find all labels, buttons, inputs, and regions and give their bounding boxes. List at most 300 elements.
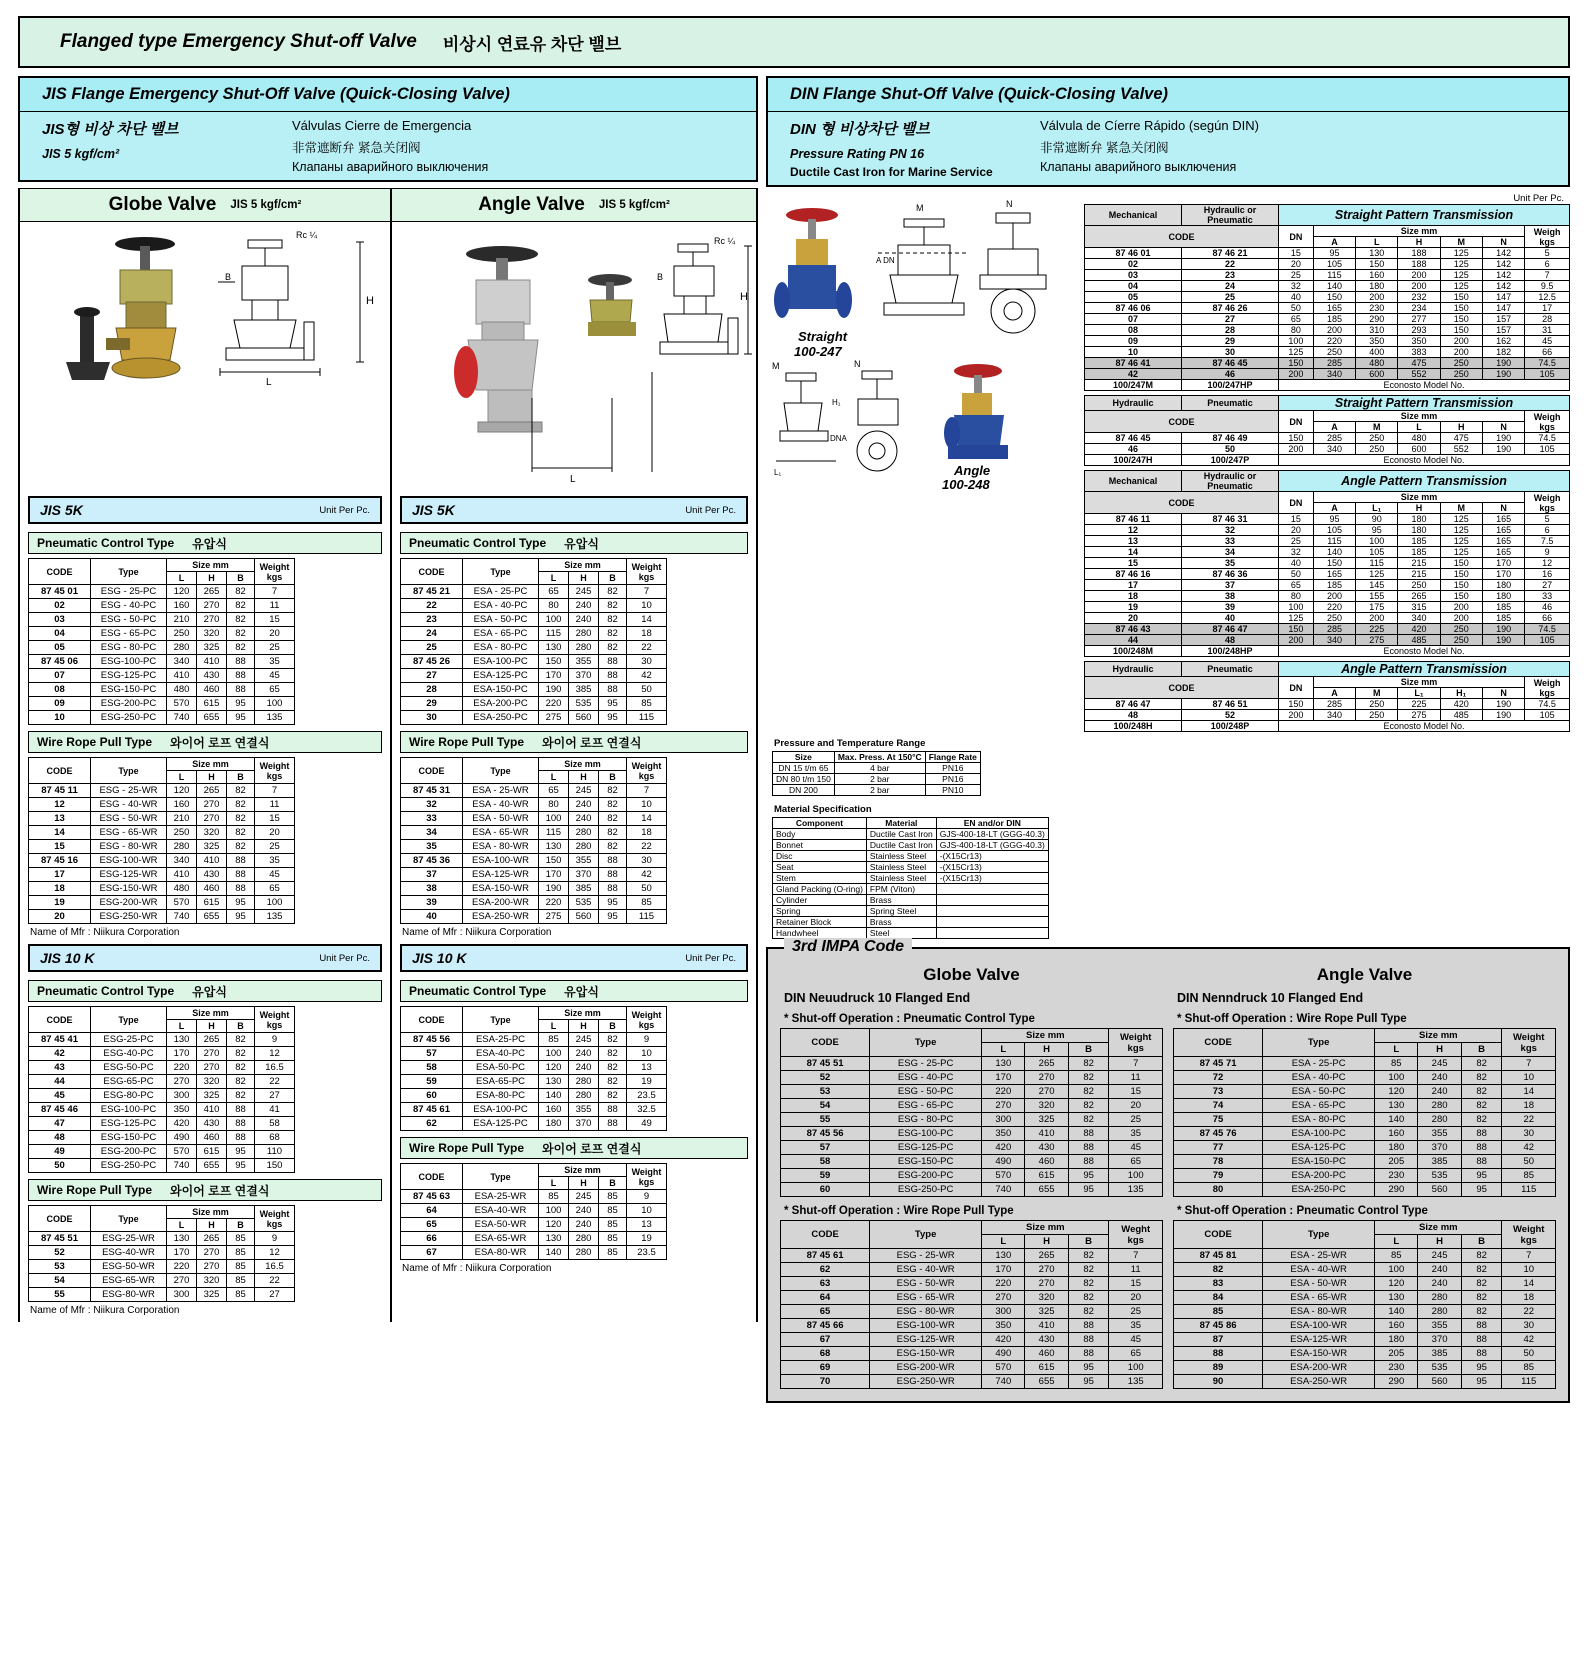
table-row: 02 22 20 105 150 188 125 142 6 bbox=[1085, 259, 1570, 270]
table-row: 24 ESA - 65-PC 115 280 82 18 bbox=[401, 627, 667, 641]
label-wirerope-2: Wire Rope Pull Type bbox=[37, 1183, 153, 1197]
table-row: 17 37 65 185 145 250 150 180 27 bbox=[1085, 580, 1570, 591]
din-header-material: Ductile Cast Iron for Marine Service bbox=[790, 165, 993, 179]
table-row: Spring Spring Steel bbox=[773, 906, 1049, 917]
table-row: 55 ESG - 80-PC 300 325 82 25 bbox=[781, 1113, 1163, 1127]
angle-illustration bbox=[392, 222, 756, 492]
table-row: 53 ESG - 50-PC 220 270 82 15 bbox=[781, 1085, 1163, 1099]
table-row: 75 ESA - 80-PC 140 280 82 22 bbox=[1174, 1113, 1556, 1127]
table-row: 09 ESG-200-PC 570 615 95 100 bbox=[29, 697, 295, 711]
label-pneumatic-4: Pneumatic Control Type bbox=[409, 984, 547, 998]
svg-text:Rc ¼: Rc ¼ bbox=[714, 236, 736, 246]
angle-10k-mfr: Name of Mfr : Niikura Corporation bbox=[402, 1263, 552, 1274]
th-weight: Weight kgs bbox=[627, 758, 667, 784]
table-row: 60 ESG-250-PC 740 655 95 135 bbox=[781, 1183, 1163, 1197]
table-row: 20 40 125 250 200 340 200 185 66 bbox=[1085, 613, 1570, 624]
angle-jis5k-label bbox=[400, 496, 748, 524]
table-row: 87 46 01 87 46 21 15 95 130 188 125 142 5 bbox=[1085, 248, 1570, 259]
th-H: H bbox=[569, 771, 599, 784]
jis-section bbox=[18, 76, 758, 1403]
th-code: CODE bbox=[29, 758, 91, 784]
th-H: H bbox=[569, 1020, 599, 1033]
table-row: 58 ESG-150-PC 490 460 88 65 bbox=[781, 1155, 1163, 1169]
table-row: 87 ESA-125-WR 180 370 88 42 bbox=[1174, 1333, 1556, 1347]
label-pneumatic: Pneumatic Control Type bbox=[37, 536, 175, 550]
svg-text:DNA: DNA bbox=[830, 434, 847, 443]
table-row: 87 45 76 ESA-100-PC 160 355 88 30 bbox=[1174, 1127, 1556, 1141]
din-header-title: DIN Flange Shut-Off Valve (Quick-Closing Valve) bbox=[768, 78, 1568, 112]
svg-text:H₁: H₁ bbox=[832, 398, 841, 407]
svg-text:Rc ¼: Rc ¼ bbox=[296, 230, 318, 240]
table-row: 07 27 65 185 290 277 150 157 28 bbox=[1085, 314, 1570, 325]
globe-jis10k-unit: Unit Per Pc. bbox=[319, 952, 370, 964]
table-row: 77 ESA-125-PC 180 370 88 42 bbox=[1174, 1141, 1556, 1155]
impa-angle-title: Angle Valve bbox=[1316, 965, 1413, 984]
table-row: 88 ESA-150-WR 205 385 88 50 bbox=[1174, 1347, 1556, 1361]
th-weight: Weight kgs bbox=[627, 1007, 667, 1033]
th-L: L bbox=[167, 771, 197, 784]
table-row: 12 ESG - 40-WR 160 270 82 11 bbox=[29, 798, 295, 812]
din-header-kr: DIN 형 비상차단 밸브 bbox=[790, 121, 930, 138]
th-H: H bbox=[197, 771, 227, 784]
th-H: H bbox=[569, 1177, 599, 1190]
table-row: 64 ESG - 65-WR 270 320 82 20 bbox=[781, 1291, 1163, 1305]
din-header-pressure: Pressure Rating PN 16 bbox=[790, 147, 925, 161]
table-row: 47 ESG-125-PC 420 430 88 58 bbox=[29, 1117, 295, 1131]
table-row: 87 45 51 ESG - 25-PC 130 265 82 7 bbox=[781, 1057, 1163, 1071]
table-row: 87 45 46 ESG-100-PC 350 410 88 41 bbox=[29, 1103, 295, 1117]
th-code: CODE bbox=[29, 559, 91, 585]
din-valve-drawings bbox=[766, 193, 1084, 493]
table-row: 09 29 100 220 350 350 200 162 45 bbox=[1085, 336, 1570, 347]
table-row: 25 ESA - 80-PC 130 280 82 22 bbox=[401, 641, 667, 655]
table-row: 03 ESG - 50-PC 210 270 82 15 bbox=[29, 613, 295, 627]
table-row: 08 28 80 200 310 293 150 157 31 bbox=[1085, 325, 1570, 336]
table-row: 48 52 200 340 250 275 485 190 105 bbox=[1085, 710, 1570, 721]
th-L: L bbox=[167, 572, 197, 585]
th-B: B bbox=[599, 1177, 627, 1190]
table-row: 20 ESG-250-WR 740 655 95 135 bbox=[29, 910, 295, 924]
table-row: DN 200 2 bar PN10 bbox=[773, 785, 981, 796]
table-row: Stem Stainless Steel -(X15Cr13) bbox=[773, 873, 1049, 884]
th-B: B bbox=[227, 1219, 255, 1232]
table-row: 19 ESG-200-WR 570 615 95 100 bbox=[29, 896, 295, 910]
table-row: 17 ESG-125-WR 410 430 88 45 bbox=[29, 868, 295, 882]
material-table: Component Material EN and/or DIN Body Ductile Cast Iron GJS-400-18-LT (GGG-40.3) Bonnet Ductile Cast Iron GJS-400-18-LT (GGG-40.3) Disc Stainless Steel -(X15Cr13) Seat Stainless Steel -(X15Cr13) Stem Stainless Steel -(X15Cr13) Gland Packing (O-ring) FPM (Viton) Cylinder Brass Spring Spring Steel Retainer Block Brass Handwheel Steel bbox=[772, 817, 1049, 939]
th-size: Size mm bbox=[167, 758, 255, 771]
table-row: 65 ESG - 80-WR 300 325 82 25 bbox=[781, 1305, 1163, 1319]
globe-5k-mfr: Name of Mfr : Niikura Corporation bbox=[30, 927, 180, 938]
label-wirerope-4: Wire Rope Pull Type bbox=[409, 1141, 525, 1155]
globe-jis5k-pneumatic-table bbox=[28, 558, 295, 725]
angle-jis10k-unit: Unit Per Pc. bbox=[685, 952, 736, 964]
table-row: 18 38 80 200 155 265 150 180 33 bbox=[1085, 591, 1570, 602]
jis-header-box bbox=[18, 76, 758, 182]
table-row: 05 ESG - 80-PC 280 325 82 25 bbox=[29, 641, 295, 655]
table-row: 87 46 43 87 46 47 150 285 225 420 250 190 74.5 bbox=[1085, 624, 1570, 635]
th-H: H bbox=[197, 1020, 227, 1033]
table-row: 78 ESA-150-PC 205 385 88 50 bbox=[1174, 1155, 1556, 1169]
th-size: Size mm bbox=[539, 1007, 627, 1020]
th-type: Type bbox=[91, 1007, 167, 1033]
impa-globe-op1: * Shut-off Operation : Pneumatic Control Type bbox=[784, 1013, 1035, 1025]
globe-10k-wirerope-bar bbox=[28, 1179, 382, 1201]
table-row: 87 45 86 ESA-100-WR 160 355 88 30 bbox=[1174, 1319, 1556, 1333]
table-row: 87 45 41 ESG-25-PC 130 265 82 9 bbox=[29, 1033, 295, 1047]
impa-globe-sub: DIN Neuudruck 10 Flanged End bbox=[784, 991, 971, 1005]
table-row: 62 ESA-125-PC 180 370 88 49 bbox=[401, 1117, 667, 1131]
table-row: DN 15 t/m 65 4 bar PN16 bbox=[773, 763, 981, 774]
table-row: 23 ESA - 50-PC 100 240 82 14 bbox=[401, 613, 667, 627]
th-size: Size mm bbox=[539, 758, 627, 771]
table-row: 87 45 71 ESA - 25-PC 85 245 82 7 bbox=[1174, 1057, 1556, 1071]
table-row: 44 48 200 340 275 485 250 190 105 bbox=[1085, 635, 1570, 646]
impa-globe-table-1: CODE Type Size mm Weight kgs L H B 87 45 51 ESG - 25-PC 130 265 82 7 52 ESG - 40-PC 170 270 82 11 53 ESG - 50-PC 220 270 82 15 54 ESG - 65-PC 270 320 82 20 55 ESG - 80-PC 300 325 82 25 87 45 56 ESG-100-PC 350 410 88 35 57 ESG-125-PC 420 430 88 45 58 ESG-150-PC 490 460 88 65 59 ESG-200-PC 570 615 95 100 60 ESG-250-PC 740 655 95 135 bbox=[780, 1028, 1163, 1197]
globe-10k-pneumatic-bar bbox=[28, 980, 382, 1002]
table-row: 29 ESA-200-PC 220 535 95 85 bbox=[401, 697, 667, 711]
th-L: L bbox=[539, 771, 569, 784]
table-row: 100/247H 100/247P Econosto Model No. bbox=[1085, 455, 1570, 466]
jis-header-title: JIS Flange Emergency Shut-Off Valve (Quick-Closing Valve) bbox=[20, 78, 756, 112]
table-row: 37 ESA-125-WR 170 370 88 42 bbox=[401, 868, 667, 882]
table-row: 02 ESG - 40-PC 160 270 82 11 bbox=[29, 599, 295, 613]
table-row: 87 45 11 ESG - 25-WR 120 265 82 7 bbox=[29, 784, 295, 798]
din-spec-row bbox=[766, 734, 1570, 939]
table-row: 55 ESG-80-WR 300 325 85 27 bbox=[29, 1288, 295, 1302]
angle-jis10k-text: JIS 10 K bbox=[412, 950, 467, 966]
table-row: 19 39 100 220 175 315 200 185 46 bbox=[1085, 602, 1570, 613]
impa-globe-table-2: CODE Type Size mm Weght kgs L H B 87 45 61 ESG - 25-WR 130 265 82 7 62 ESG - 40-WR 170 270 82 11 63 ESG - 50-WR 220 270 82 15 64 ESG - 65-WR 270 320 82 20 65 ESG - 80-WR 300 325 82 25 87 45 66 ESG-100-WR 350 410 88 35 67 ESG-125-WR 420 430 88 45 68 ESG-150-WR 490 460 88 65 69 ESG-200-WR 570 615 95 100 70 ESG-250-WR 740 655 95 135 bbox=[780, 1220, 1163, 1389]
svg-text:Straight: Straight bbox=[798, 329, 848, 344]
impa-legend: 3rd IMPA Code bbox=[784, 938, 912, 956]
pressure-title: Pressure and Temperature Range bbox=[774, 738, 926, 749]
globe-valve-block bbox=[20, 188, 392, 1322]
angle-5k-wirerope-bar bbox=[400, 731, 748, 753]
th-weight: Weight kgs bbox=[627, 559, 667, 585]
table-row: Seat Stainless Steel -(X15Cr13) bbox=[773, 862, 1049, 873]
table-row: 87 45 56 ESG-100-PC 350 410 88 35 bbox=[781, 1127, 1163, 1141]
table-row: Bonnet Ductile Cast Iron GJS-400-18-LT (GGG-40.3) bbox=[773, 840, 1049, 851]
th-type: Type bbox=[91, 758, 167, 784]
table-row: 08 ESG-150-PC 480 460 88 65 bbox=[29, 683, 295, 697]
table-row: 72 ESA - 40-PC 100 240 82 10 bbox=[1174, 1071, 1556, 1085]
table-row: 87 45 16 ESG-100-WR 340 410 88 35 bbox=[29, 854, 295, 868]
th-B: B bbox=[599, 1020, 627, 1033]
din-table: Mechanical Hydraulic or Pneumatic Straight Pattern Transmission CODE DN Size mm Weigh kgs A L H M N 87 46 01 87 46 21 15 95 130 188 125 142 5 02 22 20 105 150 188 125 142 6 03 23 25 115 160 200 125 142 7 04 24 32 140 180 200 125 142 9.5 05 25 40 150 200 232 150 147 12.5 87 46 06 87 46 26 50 165 230 234 150 147 17 07 27 65 185 290 277 150 157 28 08 28 80 200 310 293 150 157 31 09 29 100 220 350 350 200 162 45 10 30 125 250 400 383 200 182 66 87 46 41 87 46 45 150 285 480 475 250 190 74.5 42 46 200 340 600 552 250 190 105 100/247M 100/247HP Econosto Model No. bbox=[1084, 204, 1570, 391]
table-row: 87 45 06 ESG-100-PC 340 410 88 35 bbox=[29, 655, 295, 669]
din-illustrations bbox=[766, 193, 1084, 732]
table-row: 14 ESG - 65-WR 250 320 82 20 bbox=[29, 826, 295, 840]
th-code: CODE bbox=[401, 758, 463, 784]
banner-title-kr: 비상시 연료유 차단 밸브 bbox=[442, 34, 622, 54]
table-row: 13 33 25 115 100 185 125 165 7.5 bbox=[1085, 536, 1570, 547]
globe-jis5k-wirerope-table bbox=[28, 757, 295, 924]
globe-jis10k-label bbox=[28, 944, 382, 972]
table-row: 87 46 41 87 46 45 150 285 480 475 250 190 74.5 bbox=[1085, 358, 1570, 369]
globe-10k-mfr: Name of Mfr : Niikura Corporation bbox=[30, 1305, 180, 1316]
th-B: B bbox=[599, 771, 627, 784]
table-row: 33 ESA - 50-WR 100 240 82 14 bbox=[401, 812, 667, 826]
table-row: 87 46 11 87 46 31 15 95 90 180 125 165 5 bbox=[1085, 514, 1570, 525]
table-row: 28 ESA-150-PC 190 385 88 50 bbox=[401, 683, 667, 697]
angle-jis10k-pneumatic-table bbox=[400, 1006, 667, 1131]
impa-globe-op2: * Shut-off Operation : Wire Rope Pull Type bbox=[784, 1205, 1014, 1217]
angle-jis5k-pneumatic-table bbox=[400, 558, 667, 725]
th-type: Type bbox=[463, 758, 539, 784]
globe-rating: JIS 5 kgf/cm² bbox=[230, 199, 302, 211]
label-wirerope-kr-3: 와이어 로프 연결식 bbox=[542, 735, 642, 750]
table-row: 65 ESA-50-WR 120 240 85 13 bbox=[401, 1218, 667, 1232]
table-row: 53 ESG-50-WR 220 270 85 16.5 bbox=[29, 1260, 295, 1274]
din-angle-hyd-table-wrap bbox=[1084, 661, 1570, 732]
table-row: 52 ESG-40-WR 170 270 85 12 bbox=[29, 1246, 295, 1260]
th-L: L bbox=[167, 1020, 197, 1033]
th-L: L bbox=[539, 1177, 569, 1190]
label-pneumatic-kr-4: 유압식 bbox=[564, 984, 599, 999]
table-row: 74 ESA - 65-PC 130 280 82 18 bbox=[1174, 1099, 1556, 1113]
label-pneumatic-kr: 유압식 bbox=[192, 536, 227, 551]
table-row: 87 45 66 ESG-100-WR 350 410 88 35 bbox=[781, 1319, 1163, 1333]
angle-10k-wirerope-bar bbox=[400, 1137, 748, 1159]
table-row: 87 46 47 87 46 51 150 285 250 225 420 190 74.5 bbox=[1085, 699, 1570, 710]
impa-angle-op2: * Shut-off Operation : Pneumatic Control Type bbox=[1177, 1205, 1428, 1217]
svg-text:N: N bbox=[854, 359, 861, 369]
table-row: 87 46 06 87 46 26 50 165 230 234 150 147 17 bbox=[1085, 303, 1570, 314]
page-banner bbox=[18, 16, 1570, 68]
table-row: Body Ductile Cast Iron GJS-400-18-LT (GGG-40.3) bbox=[773, 829, 1049, 840]
table-row: 67 ESG-125-WR 420 430 88 45 bbox=[781, 1333, 1163, 1347]
table-row: 15 ESG - 80-WR 280 325 82 25 bbox=[29, 840, 295, 854]
th-size: Size mm bbox=[539, 559, 627, 572]
table-row: 80 ESA-250-PC 290 560 95 115 bbox=[1174, 1183, 1556, 1197]
table-row: 87 45 31 ESA - 25-WR 65 245 82 7 bbox=[401, 784, 667, 798]
label-pneumatic-kr-2: 유압식 bbox=[192, 984, 227, 999]
table-row: 60 ESA-80-PC 140 280 82 23.5 bbox=[401, 1089, 667, 1103]
table-row: 45 ESG-80-PC 300 325 82 27 bbox=[29, 1089, 295, 1103]
th-L: L bbox=[167, 1219, 197, 1232]
label-wirerope-3: Wire Rope Pull Type bbox=[409, 735, 525, 749]
th-type: Type bbox=[463, 1007, 539, 1033]
impa-angle-table-1: CODE Type Size mm Weight kgs L H B 87 45 71 ESA - 25-PC 85 245 82 7 72 ESA - 40-PC 100 240 82 10 73 ESA - 50-PC 120 240 82 14 74 ESA - 65-PC 130 280 82 18 75 ESA - 80-PC 140 280 82 22 87 45 76 ESA-100-PC 160 355 88 30 77 ESA-125-PC 180 370 88 42 78 ESA-150-PC 205 385 88 50 79 ESA-200-PC 230 535 95 85 80 ESA-250-PC 290 560 95 115 bbox=[1173, 1028, 1556, 1197]
pressure-block bbox=[772, 734, 1049, 939]
table-row: 87 45 01 ESG - 25-PC 120 265 82 7 bbox=[29, 585, 295, 599]
table-row: 54 ESG-65-WR 270 320 85 22 bbox=[29, 1274, 295, 1288]
table-row: 85 ESA - 80-WR 140 280 82 22 bbox=[1174, 1305, 1556, 1319]
table-row: 66 ESA-65-WR 130 280 85 19 bbox=[401, 1232, 667, 1246]
table-row: 38 ESA-150-WR 190 385 88 50 bbox=[401, 882, 667, 896]
impa-angle-col bbox=[1173, 959, 1556, 1389]
table-row: 73 ESA - 50-PC 120 240 82 14 bbox=[1174, 1085, 1556, 1099]
table-row: 13 ESG - 50-WR 210 270 82 15 bbox=[29, 812, 295, 826]
label-pneumatic-kr-3: 유압식 bbox=[564, 536, 599, 551]
table-row: 05 25 40 150 200 232 150 147 12.5 bbox=[1085, 292, 1570, 303]
globe-jis5k-text: JIS 5K bbox=[40, 502, 83, 518]
label-wirerope-kr-2: 와이어 로프 연결식 bbox=[170, 1183, 270, 1198]
table-row: 34 ESA - 65-WR 115 280 82 18 bbox=[401, 826, 667, 840]
table-row: 10 ESG-250-PC 740 655 95 135 bbox=[29, 711, 295, 725]
globe-jis5k-label bbox=[28, 496, 382, 524]
globe-jis5k-unit: Unit Per Pc. bbox=[319, 504, 370, 516]
label-wirerope-kr: 와이어 로프 연결식 bbox=[170, 735, 270, 750]
label-pneumatic-2: Pneumatic Control Type bbox=[37, 984, 175, 998]
angle-jis5k-text: JIS 5K bbox=[412, 502, 455, 518]
table-row: 87 45 36 ESA-100-WR 150 355 88 30 bbox=[401, 854, 667, 868]
th-code: CODE bbox=[29, 1007, 91, 1033]
din-unit-per-pc: Unit Per Pc. bbox=[1513, 193, 1564, 204]
table-row: 48 ESG-150-PC 490 460 88 68 bbox=[29, 1131, 295, 1145]
table-row: 87 45 61 ESA-100-PC 160 355 88 32.5 bbox=[401, 1103, 667, 1117]
th-B: B bbox=[227, 572, 255, 585]
table-row: 18 ESG-150-WR 480 460 88 65 bbox=[29, 882, 295, 896]
th-L: L bbox=[539, 572, 569, 585]
table-row: 40 ESA-250-WR 275 560 95 115 bbox=[401, 910, 667, 924]
table-row: 44 ESG-65-PC 270 320 82 22 bbox=[29, 1075, 295, 1089]
table-row: 43 ESG-50-PC 220 270 82 16.5 bbox=[29, 1061, 295, 1075]
th-type: Type bbox=[463, 559, 539, 585]
svg-text:N: N bbox=[1006, 199, 1013, 209]
table-row: 59 ESA-65-PC 130 280 82 19 bbox=[401, 1075, 667, 1089]
angle-valve-drawing bbox=[392, 222, 758, 492]
din-table: Mechanical Hydraulic or Pneumatic Angle Pattern Transmission CODE DN Size mm Weigh kgs A L₁ H M N 87 46 11 87 46 31 15 95 90 180 125 165 5 12 32 20 105 95 180 125 165 6 13 33 25 115 100 185 125 165 7.5 14 34 32 140 105 185 125 165 9 15 35 40 150 115 215 150 170 12 87 46 16 87 46 36 50 165 125 215 150 170 16 17 37 65 185 145 250 150 180 27 18 38 80 200 155 265 150 180 33 19 39 100 220 175 315 200 185 46 20 40 125 250 200 340 200 185 66 87 46 43 87 46 47 150 285 225 420 250 190 74.5 44 48 200 340 275 485 250 190 105 100/248M 100/248HP Econosto Model No. bbox=[1084, 470, 1570, 657]
angle-10k-pneumatic-bar bbox=[400, 980, 748, 1002]
din-straight-hyd-table-wrap bbox=[1084, 395, 1570, 466]
label-wirerope-kr-4: 와이어 로프 연결식 bbox=[542, 1141, 642, 1156]
table-row: 10 30 125 250 400 383 200 182 66 bbox=[1085, 347, 1570, 358]
material-title: Material Specification bbox=[774, 804, 872, 815]
svg-text:B: B bbox=[225, 272, 232, 282]
table-row: 87 45 56 ESA-25-PC 85 245 82 9 bbox=[401, 1033, 667, 1047]
svg-text:A DN: A DN bbox=[876, 256, 895, 265]
table-row: 15 35 40 150 115 215 150 170 12 bbox=[1085, 558, 1570, 569]
th-weight: Weight kgs bbox=[255, 1206, 295, 1232]
th-size: Size mm bbox=[167, 559, 255, 572]
impa-angle-op1: * Shut-off Operation : Wire Rope Pull Type bbox=[1177, 1013, 1407, 1025]
table-row: 67 ESA-80-WR 140 280 85 23.5 bbox=[401, 1246, 667, 1260]
th-H: H bbox=[197, 1219, 227, 1232]
table-row: 22 ESA - 40-PC 80 240 82 10 bbox=[401, 599, 667, 613]
din-header-es: Válvula de Cíerre Rápido (según DIN) bbox=[1040, 118, 1259, 133]
table-row: 46 50 200 340 250 600 552 190 105 bbox=[1085, 444, 1570, 455]
th-weight: Weight kgs bbox=[255, 559, 295, 585]
table-row: 87 45 81 ESA - 25-WR 85 245 82 7 bbox=[1174, 1249, 1556, 1263]
globe-jis10k-pneumatic-table bbox=[28, 1006, 295, 1173]
table-row: 42 46 200 340 600 552 250 190 105 bbox=[1085, 369, 1570, 380]
label-pneumatic-3: Pneumatic Control Type bbox=[409, 536, 547, 550]
svg-text:L: L bbox=[570, 474, 576, 485]
impa-section bbox=[766, 938, 1570, 1403]
din-angle-mech-table-wrap bbox=[1084, 470, 1570, 657]
din-table: Hydraulic Pneumatic Straight Pattern Transmission CODE DN Size mm Weigh kgs A M L H N 87 46 45 87 46 49 150 285 250 480 475 190 74.5 46 50 200 340 250 600 552 190 105 100/247H 100/247P Econosto Model No. bbox=[1084, 395, 1570, 466]
table-row: 14 34 32 140 105 185 125 165 9 bbox=[1085, 547, 1570, 558]
table-row: 54 ESG - 65-PC 270 320 82 20 bbox=[781, 1099, 1163, 1113]
svg-text:L₁: L₁ bbox=[774, 468, 782, 477]
table-row: 35 ESA - 80-WR 130 280 82 22 bbox=[401, 840, 667, 854]
table-row: 100/248H 100/248P Econosto Model No. bbox=[1085, 721, 1570, 732]
table-row: Cylinder Brass bbox=[773, 895, 1049, 906]
angle-5k-mfr: Name of Mfr : Niikura Corporation bbox=[402, 927, 552, 938]
table-row: 04 ESG - 65-PC 250 320 82 20 bbox=[29, 627, 295, 641]
table-row: 87 45 21 ESA - 25-PC 65 245 82 7 bbox=[401, 585, 667, 599]
table-row: 42 ESG-40-PC 170 270 82 12 bbox=[29, 1047, 295, 1061]
th-B: B bbox=[227, 1020, 255, 1033]
table-row: 89 ESA-200-WR 230 535 95 85 bbox=[1174, 1361, 1556, 1375]
table-row: 87 45 26 ESA-100-PC 150 355 88 30 bbox=[401, 655, 667, 669]
table-row: 57 ESA-40-PC 100 240 82 10 bbox=[401, 1047, 667, 1061]
table-row: 39 ESA-200-WR 220 535 95 85 bbox=[401, 896, 667, 910]
th-weight: Weight kgs bbox=[627, 1164, 667, 1190]
globe-5k-pneumatic-bar bbox=[28, 532, 382, 554]
globe-jis10k-text: JIS 10 K bbox=[40, 950, 95, 966]
table-row: 49 ESG-200-PC 570 615 95 110 bbox=[29, 1145, 295, 1159]
table-row: 07 ESG-125-PC 410 430 88 45 bbox=[29, 669, 295, 683]
th-B: B bbox=[227, 771, 255, 784]
th-weight: Weight kgs bbox=[255, 758, 295, 784]
th-code: CODE bbox=[29, 1206, 91, 1232]
table-row: 58 ESA-50-PC 120 240 82 13 bbox=[401, 1061, 667, 1075]
table-row: 87 45 63 ESA-25-WR 85 245 85 9 bbox=[401, 1190, 667, 1204]
table-row: 59 ESG-200-PC 570 615 95 100 bbox=[781, 1169, 1163, 1183]
table-row: 87 46 45 87 46 49 150 285 250 480 475 190 74.5 bbox=[1085, 433, 1570, 444]
table-row: 84 ESA - 65-WR 130 280 82 18 bbox=[1174, 1291, 1556, 1305]
th-code: CODE bbox=[401, 559, 463, 585]
angle-title: Angle Valve bbox=[478, 194, 585, 215]
table-row: Disc Stainless Steel -(X15Cr13) bbox=[773, 851, 1049, 862]
angle-jis10k-wirerope-table bbox=[400, 1163, 667, 1260]
th-size: Size mm bbox=[539, 1164, 627, 1177]
th-code: CODE bbox=[401, 1164, 463, 1190]
th-size: Size mm bbox=[167, 1206, 255, 1219]
th-H: H bbox=[569, 572, 599, 585]
globe-title: Globe Valve bbox=[108, 194, 217, 215]
banner-title-en: Flanged type Emergency Shut-off Valve bbox=[60, 31, 417, 52]
din-top-row bbox=[766, 193, 1570, 732]
table-row: Retainer Block Brass bbox=[773, 917, 1049, 928]
table-row: 30 ESA-250-PC 275 560 95 115 bbox=[401, 711, 667, 725]
table-row: 79 ESA-200-PC 230 535 95 85 bbox=[1174, 1169, 1556, 1183]
th-weight: Weight kgs bbox=[255, 1007, 295, 1033]
table-row: 70 ESG-250-WR 740 655 95 135 bbox=[781, 1375, 1163, 1389]
table-row: 87 45 61 ESG - 25-WR 130 265 82 7 bbox=[781, 1249, 1163, 1263]
table-row: 03 23 25 115 160 200 125 142 7 bbox=[1085, 270, 1570, 281]
table-row: 63 ESG - 50-WR 220 270 82 15 bbox=[781, 1277, 1163, 1291]
svg-text:L: L bbox=[266, 377, 272, 388]
table-row: 69 ESG-200-WR 570 615 95 100 bbox=[781, 1361, 1163, 1375]
svg-text:B: B bbox=[657, 272, 664, 282]
th-B: B bbox=[599, 572, 627, 585]
table-row: 90 ESA-250-WR 290 560 95 115 bbox=[1174, 1375, 1556, 1389]
table-row: 52 ESG - 40-PC 170 270 82 11 bbox=[781, 1071, 1163, 1085]
table-row: 62 ESG - 40-WR 170 270 82 11 bbox=[781, 1263, 1163, 1277]
table-row: 64 ESA-40-WR 100 240 85 10 bbox=[401, 1204, 667, 1218]
svg-text:100-248: 100-248 bbox=[942, 477, 990, 492]
table-row: 57 ESG-125-PC 420 430 88 45 bbox=[781, 1141, 1163, 1155]
svg-text:100-247: 100-247 bbox=[794, 344, 842, 359]
table-row: 68 ESG-150-WR 490 460 88 65 bbox=[781, 1347, 1163, 1361]
impa-angle-table-2: CODE Type Size mm Weight kgs L H B 87 45 81 ESA - 25-WR 85 245 82 7 82 ESA - 40-WR 100 240 82 10 83 ESA - 50-WR 120 240 82 14 84 ESA - 65-WR 130 280 82 18 85 ESA - 80-WR 140 280 82 22 87 45 86 ESA-100-WR 160 355 88 30 87 ESA-125-WR 180 370 88 42 88 ESA-150-WR 205 385 88 50 89 ESA-200-WR 230 535 95 85 90 ESA-250-WR 290 560 95 115 bbox=[1173, 1220, 1556, 1389]
svg-text:H: H bbox=[366, 295, 374, 307]
din-header-box bbox=[766, 76, 1570, 187]
svg-text:H: H bbox=[740, 291, 748, 303]
angle-jis10k-label bbox=[400, 944, 748, 972]
jis-header-jp: 非常遮断弁 紧急关闭阀 bbox=[292, 141, 421, 155]
angle-valve-block bbox=[392, 188, 758, 1322]
table-row: 87 46 16 87 46 36 50 165 125 215 150 170 16 bbox=[1085, 569, 1570, 580]
table-row: 82 ESA - 40-WR 100 240 82 10 bbox=[1174, 1263, 1556, 1277]
impa-angle-sub: DIN Nenndruck 10 Flanged End bbox=[1177, 991, 1364, 1005]
din-straight-mech-table-wrap bbox=[1084, 204, 1570, 391]
jis-header-kr: JIS형 비상 차단 밸브 bbox=[42, 121, 179, 138]
table-row: Gland Packing (O-ring) FPM (Viton) bbox=[773, 884, 1049, 895]
